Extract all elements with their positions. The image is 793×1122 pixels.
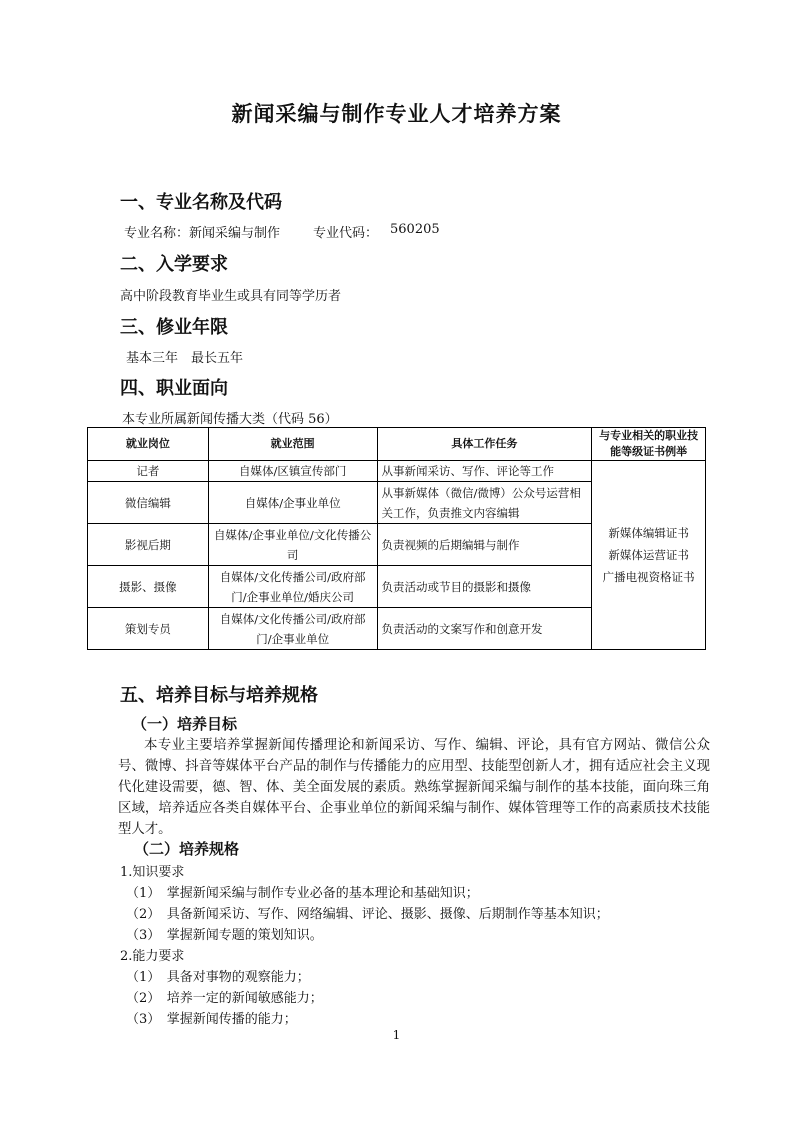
certificate-item: 广播电视资格证书 <box>602 570 695 584</box>
knowledge-title: 1.知识要求 <box>120 865 185 880</box>
section-heading-major: 一、专业名称及代码 <box>120 192 282 213</box>
ability-title: 2.能力要求 <box>120 949 185 964</box>
cell-tasks: 负责活动或节目的摄影和摄像 <box>377 566 592 608</box>
cell-position: 摄影、摄像 <box>88 566 209 608</box>
list-item: （3） 掌握新闻传播的能力； <box>126 1012 297 1027</box>
section-heading-duration: 三、修业年限 <box>120 317 228 338</box>
cell-position: 影视后期 <box>88 524 209 566</box>
major-code-value: 560205 <box>390 222 440 237</box>
cell-position: 策划专员 <box>88 608 209 650</box>
cell-scope: 自媒体/企事业单位/文化传播公司 <box>208 524 377 566</box>
header-position: 就业岗位 <box>88 428 209 461</box>
header-scope: 就业范围 <box>208 428 377 461</box>
cell-position: 微信编辑 <box>88 482 209 524</box>
page-number: 1 <box>392 1028 401 1042</box>
list-item: （2） 具备新闻采访、写作、网络编辑、评论、摄影、摄像、后期制作等基本知识； <box>126 907 609 922</box>
cell-scope: 自媒体/文化传播公司/政府部门/企事业单位/婚庆公司 <box>208 566 377 608</box>
subsection-heading-goal: （一）培养目标 <box>132 715 238 733</box>
career-caption: 本专业所属新闻传播大类（代码 56） <box>122 412 338 427</box>
subsection-heading-spec: （二）培养规格 <box>134 840 240 858</box>
cell-scope: 自媒体/文化传播公司/政府部门/企事业单位 <box>208 608 377 650</box>
cell-scope: 自媒体/区镇宣传部门 <box>208 461 377 482</box>
section-heading-goals: 五、培养目标与培养规格 <box>120 685 318 706</box>
header-certificates: 与专业相关的职业技能等级证书例举 <box>592 428 706 461</box>
cell-tasks: 负责视频的后期编辑与制作 <box>377 524 592 566</box>
certificate-item: 新媒体编辑证书 <box>608 526 689 540</box>
cell-scope: 自媒体/企事业单位 <box>208 482 377 524</box>
list-item: （3） 掌握新闻专题的策划知识。 <box>126 928 323 943</box>
document-title: 新闻采编与制作专业人才培养方案 <box>231 102 562 126</box>
cell-certificates <box>592 461 706 650</box>
table-row <box>88 461 706 482</box>
list-item: （2） 培养一定的新闻敏感能力； <box>126 991 323 1006</box>
header-tasks: 具体工作任务 <box>377 428 592 461</box>
table-header-row <box>88 428 706 461</box>
cell-tasks: 从事新媒体（微信/微博）公众号运营相关工作，负责推文内容编辑 <box>377 482 592 524</box>
goal-paragraph: 本专业主要培养掌握新闻传播理论和新闻采访、写作、编辑、评论，具有官方网站、微信公众号、微博、抖音等媒体平台产品的制作与传播能力的应用型、技能型创新人才，拥有适应社会主义现代化建设需要，德、智、体、美全面发展的素质。熟练掌握新闻采编与制作的基本技能，面向珠三角区域，培养适应各类自媒体平台、企事业单位的新闻采编与制作、媒体管理等工作的高素质技术技能型人才。 <box>118 738 710 837</box>
cell-position: 记者 <box>88 461 209 482</box>
certificate-item: 新媒体运营证书 <box>608 548 689 562</box>
section-heading-admission: 二、入学要求 <box>120 254 228 275</box>
career-table <box>87 427 706 650</box>
cell-tasks: 从事新闻采访、写作、评论等工作 <box>377 461 592 482</box>
major-code-label: 专业代码： <box>313 226 379 241</box>
major-name: 专业名称：新闻采编与制作 <box>124 226 281 241</box>
list-item: （1） 具备对事物的观察能力； <box>126 970 310 985</box>
admission-text: 高中阶段教育毕业生或具有同等学历者 <box>120 289 342 304</box>
duration-text: 基本三年 最长五年 <box>126 351 244 366</box>
cell-tasks: 负责活动的文案写作和创意开发 <box>377 608 592 650</box>
section-heading-career: 四、职业面向 <box>120 378 228 399</box>
list-item: （1） 掌握新闻采编与制作专业必备的基本理论和基础知识； <box>126 886 479 901</box>
